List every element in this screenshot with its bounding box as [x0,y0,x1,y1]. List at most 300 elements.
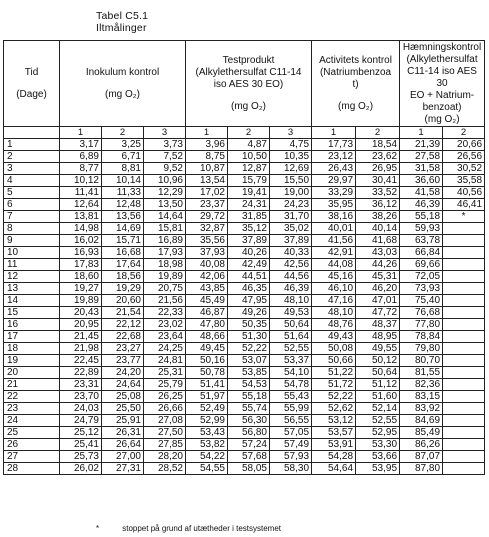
value-cell: 54,64 [312,463,356,475]
table-row [4,439,485,451]
value-cell: 22,33 [144,307,186,319]
header-haemning: Hæmningskontrol (Alkylethersulfat C11-14 iso AES 30 EO + Natrium- benzoat) (mg O₂) [400,41,485,127]
value-cell [443,451,485,463]
value-cell: 35,56 [186,235,228,247]
value-cell: 12,69 [270,163,312,175]
value-cell: 25,31 [144,367,186,379]
value-cell: 36,60 [400,175,443,187]
value-cell: 52,49 [186,403,228,415]
value-cell: 10,14 [102,175,144,187]
value-cell: 44,56 [270,271,312,283]
value-cell: 54,78 [270,379,312,391]
value-cell: 32,87 [186,223,228,235]
value-cell: 10,35 [270,151,312,163]
value-cell: 54,53 [228,379,270,391]
table-row [4,415,485,427]
value-cell [443,235,485,247]
value-cell [443,379,485,391]
value-cell: 31,85 [228,211,270,223]
value-cell: 57,49 [270,439,312,451]
value-cell: 51,41 [186,379,228,391]
value-cell: 23,12 [312,151,356,163]
value-cell: 24,31 [228,199,270,211]
value-cell: 35,12 [228,223,270,235]
value-cell [443,367,485,379]
value-cell: 27,85 [144,439,186,451]
day-cell: 6 [4,199,60,211]
value-cell: 29,72 [186,211,228,223]
table-row [4,403,485,415]
value-cell: 26,25 [144,391,186,403]
value-cell: 37,89 [228,235,270,247]
value-cell [443,319,485,331]
subheader-cell: 2 [443,127,485,139]
value-cell: 48,10 [270,295,312,307]
value-cell: 56,55 [270,415,312,427]
value-cell: 30,52 [443,163,485,175]
table-title: Iltmålinger [96,22,147,34]
value-cell: 41,58 [400,187,443,199]
value-cell: 56,30 [228,415,270,427]
value-cell: 46,10 [312,283,356,295]
value-cell: 44,08 [312,259,356,271]
value-cell: 35,95 [312,199,356,211]
day-cell: 2 [4,151,60,163]
value-cell: 24,03 [60,403,102,415]
value-cell: 10,96 [144,175,186,187]
value-cell: 28,52 [144,463,186,475]
day-cell: 26 [4,439,60,451]
value-cell: 37,93 [186,247,228,259]
value-cell: 57,24 [228,439,270,451]
value-cell [443,415,485,427]
value-cell: 48,76 [312,319,356,331]
value-cell: 30,41 [356,175,400,187]
value-cell: 19,41 [228,187,270,199]
value-cell: 18,60 [60,271,102,283]
value-cell: 83,92 [400,403,443,415]
value-cell: 42,06 [186,271,228,283]
value-cell: 14,64 [144,211,186,223]
value-cell: 56,80 [228,427,270,439]
value-cell: 21,98 [60,343,102,355]
value-cell: 66,84 [400,247,443,259]
value-cell: 54,10 [270,367,312,379]
value-cell: 26,64 [102,439,144,451]
value-cell: 26,95 [356,163,400,175]
value-cell: 8,77 [60,163,102,175]
value-cell: 19,29 [102,283,144,295]
value-cell: 52,14 [356,403,400,415]
value-cell: 40,08 [186,259,228,271]
value-cell: 12,48 [102,199,144,211]
value-cell: 55,18 [400,211,443,223]
value-cell: 46,39 [400,199,443,211]
day-cell: 7 [4,211,60,223]
value-cell: 14,98 [60,223,102,235]
value-cell: 29,97 [312,175,356,187]
value-cell: 16,93 [60,247,102,259]
value-cell: 26,43 [312,163,356,175]
value-cell: 52,99 [186,415,228,427]
value-cell: 27,31 [102,463,144,475]
value-cell: 23,62 [356,151,400,163]
value-cell: 31,58 [400,163,443,175]
day-cell: 27 [4,451,60,463]
value-cell: 52,95 [356,427,400,439]
value-cell: 23,27 [102,343,144,355]
value-cell: 44,51 [228,271,270,283]
subheader-empty [4,127,60,139]
value-cell: 15,79 [228,175,270,187]
value-cell: 47,16 [312,295,356,307]
replicate-header-row [4,127,485,139]
value-cell [443,403,485,415]
table-row [4,307,485,319]
value-cell [443,343,485,355]
value-cell: 47,95 [228,295,270,307]
value-cell [443,427,485,439]
day-cell: 21 [4,379,60,391]
value-cell: 54,55 [186,463,228,475]
value-cell [443,247,485,259]
value-cell: 51,97 [186,391,228,403]
value-cell: 24,23 [270,199,312,211]
table-row [4,463,485,475]
value-cell: 46,20 [356,283,400,295]
day-cell: 18 [4,343,60,355]
value-cell: 18,56 [102,271,144,283]
value-cell: 57,93 [270,451,312,463]
value-cell: 23,37 [186,199,228,211]
value-cell: 53,66 [356,451,400,463]
value-cell: * [443,211,485,223]
value-cell: 76,68 [400,307,443,319]
table-row [4,163,485,175]
subheader-cell: 2 [356,127,400,139]
value-cell: 6,71 [102,151,144,163]
value-cell: 24,64 [102,379,144,391]
value-cell: 50,12 [356,355,400,367]
value-cell: 20,43 [60,307,102,319]
value-cell: 42,56 [270,259,312,271]
value-cell: 45,49 [186,295,228,307]
value-cell: 17,02 [186,187,228,199]
value-cell: 53,37 [270,355,312,367]
value-cell: 53,82 [186,439,228,451]
day-cell: 20 [4,367,60,379]
value-cell: 81,55 [400,367,443,379]
value-cell: 38,26 [356,211,400,223]
value-cell: 51,72 [312,379,356,391]
value-cell: 3,73 [144,139,186,151]
table-row [4,283,485,295]
table-row [4,199,485,211]
value-cell: 86,26 [400,439,443,451]
value-cell: 44,26 [356,259,400,271]
value-cell: 48,10 [312,307,356,319]
value-cell: 12,64 [60,199,102,211]
value-cell: 45,16 [312,271,356,283]
value-cell: 16,02 [60,235,102,247]
value-cell: 49,26 [228,307,270,319]
value-cell: 58,30 [270,463,312,475]
table-row [4,379,485,391]
value-cell: 8,81 [102,163,144,175]
header-testprodukt: Testprodukt (Alkylethersulfat C11-14 iso AES 30 EO) (mg O₂) [186,41,312,127]
day-cell: 25 [4,427,60,439]
value-cell [443,259,485,271]
header-inokulum: Inokulum kontrol (mg O₂) [60,41,186,127]
value-cell [443,223,485,235]
value-cell: 40,14 [356,223,400,235]
value-cell: 15,81 [144,223,186,235]
table-row [4,271,485,283]
value-cell: 48,37 [356,319,400,331]
value-cell: 40,33 [270,247,312,259]
value-cell: 57,68 [228,451,270,463]
table-row [4,319,485,331]
value-cell: 75,40 [400,295,443,307]
table-row [4,451,485,463]
value-cell: 80,70 [400,355,443,367]
value-cell: 22,12 [102,319,144,331]
value-cell: 53,57 [312,427,356,439]
value-cell: 50,16 [186,355,228,367]
value-cell: 52,22 [312,391,356,403]
value-cell: 51,12 [356,379,400,391]
value-cell: 23,64 [144,331,186,343]
value-cell: 11,41 [60,187,102,199]
value-cell: 52,55 [356,415,400,427]
value-cell: 49,53 [270,307,312,319]
value-cell: 46,35 [228,283,270,295]
value-cell: 26,31 [102,427,144,439]
value-cell: 51,64 [270,331,312,343]
value-cell [443,463,485,475]
value-cell: 53,07 [228,355,270,367]
value-cell: 27,50 [144,427,186,439]
subheader-cell: 2 [228,127,270,139]
day-cell: 19 [4,355,60,367]
value-cell: 22,45 [60,355,102,367]
subheader-cell: 1 [60,127,102,139]
subheader-cell: 1 [312,127,356,139]
value-cell: 79,80 [400,343,443,355]
value-cell: 43,03 [356,247,400,259]
value-cell: 10,12 [60,175,102,187]
value-cell: 25,41 [60,439,102,451]
value-cell: 40,26 [228,247,270,259]
table-number: Tabel C5.1 [96,10,149,22]
value-cell [443,307,485,319]
value-cell: 58,05 [228,463,270,475]
value-cell: 72,05 [400,271,443,283]
value-cell: 47,01 [356,295,400,307]
value-cell: 22,89 [60,367,102,379]
subheader-cell: 1 [400,127,443,139]
value-cell: 59,93 [400,223,443,235]
value-cell: 49,45 [186,343,228,355]
value-cell: 4,75 [270,139,312,151]
value-cell: 42,91 [312,247,356,259]
value-cell: 53,30 [356,439,400,451]
value-cell: 84,69 [400,415,443,427]
value-cell: 73,93 [400,283,443,295]
value-cell: 41,56 [312,235,356,247]
value-cell: 24,81 [144,355,186,367]
value-cell: 33,29 [312,187,356,199]
value-cell: 23,02 [144,319,186,331]
value-cell: 50,78 [186,367,228,379]
value-cell: 54,22 [186,451,228,463]
value-cell: 10,50 [228,151,270,163]
value-cell: 33,52 [356,187,400,199]
day-cell: 24 [4,415,60,427]
value-cell: 24,20 [102,367,144,379]
value-cell: 52,55 [270,343,312,355]
day-cell: 15 [4,307,60,319]
value-cell: 28,20 [144,451,186,463]
table-row [4,295,485,307]
table-row [4,187,485,199]
value-cell: 15,71 [102,235,144,247]
value-cell: 45,31 [356,271,400,283]
table-body [4,139,485,475]
day-cell: 1 [4,139,60,151]
value-cell: 17,83 [60,259,102,271]
value-cell: 55,43 [270,391,312,403]
value-cell: 82,36 [400,379,443,391]
subheader-cell: 1 [186,127,228,139]
value-cell: 13,50 [144,199,186,211]
value-cell: 31,70 [270,211,312,223]
value-cell: 43,85 [186,283,228,295]
table-row [4,391,485,403]
value-cell [443,271,485,283]
day-cell: 23 [4,403,60,415]
footnote [96,524,281,534]
value-cell: 55,74 [228,403,270,415]
day-cell: 28 [4,463,60,475]
value-cell [443,331,485,343]
value-cell: 52,22 [228,343,270,355]
table-row [4,223,485,235]
value-cell: 50,35 [228,319,270,331]
day-cell: 5 [4,187,60,199]
value-cell: 13,81 [60,211,102,223]
value-cell [443,283,485,295]
value-cell [443,391,485,403]
day-cell: 3 [4,163,60,175]
subheader-cell: 2 [102,127,144,139]
value-cell: 19,00 [270,187,312,199]
day-cell: 13 [4,283,60,295]
value-cell: 12,87 [228,163,270,175]
value-cell: 26,02 [60,463,102,475]
table-row [4,139,485,151]
value-cell: 7,52 [144,151,186,163]
value-cell: 22,68 [102,331,144,343]
subheader-cell: 3 [144,127,186,139]
table-row [4,151,485,163]
value-cell: 23,31 [60,379,102,391]
value-cell: 20,60 [102,295,144,307]
table-row [4,235,485,247]
oxygen-measurement-table [3,40,485,475]
value-cell: 17,73 [312,139,356,151]
value-cell: 50,66 [312,355,356,367]
day-cell: 14 [4,295,60,307]
value-cell: 25,08 [102,391,144,403]
value-cell: 49,55 [356,343,400,355]
value-cell: 49,43 [312,331,356,343]
value-cell: 11,33 [102,187,144,199]
value-cell: 3,25 [102,139,144,151]
subheader-cell: 3 [270,127,312,139]
value-cell: 17,64 [102,259,144,271]
value-cell: 46,39 [270,283,312,295]
value-cell: 55,18 [228,391,270,403]
value-cell: 16,89 [144,235,186,247]
value-cell: 27,58 [400,151,443,163]
day-cell: 22 [4,391,60,403]
value-cell: 50,08 [312,343,356,355]
value-cell: 19,89 [60,295,102,307]
value-cell: 87,80 [400,463,443,475]
value-cell: 19,27 [60,283,102,295]
value-cell: 23,77 [102,355,144,367]
value-cell: 18,54 [356,139,400,151]
value-cell: 25,91 [102,415,144,427]
value-cell: 25,12 [60,427,102,439]
value-cell: 21,45 [60,331,102,343]
value-cell: 38,16 [312,211,356,223]
value-cell: 17,93 [144,247,186,259]
value-cell: 20,66 [443,139,485,151]
value-cell: 57,05 [270,427,312,439]
value-cell: 46,87 [186,307,228,319]
value-cell: 53,43 [186,427,228,439]
value-cell: 78,84 [400,331,443,343]
value-cell: 13,56 [102,211,144,223]
value-cell: 23,70 [60,391,102,403]
day-cell: 11 [4,259,60,271]
value-cell: 47,80 [186,319,228,331]
table-row [4,259,485,271]
header-activitet: Activitets kontrol (Natriumbenzoa t) (mg O₂) [312,41,400,127]
value-cell: 51,60 [356,391,400,403]
value-cell: 40,01 [312,223,356,235]
value-cell: 51,30 [228,331,270,343]
value-cell: 85,49 [400,427,443,439]
value-cell: 15,50 [270,175,312,187]
day-cell: 9 [4,235,60,247]
value-cell: 40,56 [443,187,485,199]
day-cell: 4 [4,175,60,187]
value-cell: 48,66 [186,331,228,343]
footnote-text: stoppet på grund af utætheder i testsystemet [122,524,281,533]
table-row [4,367,485,379]
table-row [4,211,485,223]
value-cell: 12,29 [144,187,186,199]
value-cell: 35,58 [443,175,485,187]
header-row [4,41,485,127]
value-cell: 25,50 [102,403,144,415]
footnote-symbol: * [96,524,100,533]
value-cell: 24,25 [144,343,186,355]
value-cell: 51,22 [312,367,356,379]
